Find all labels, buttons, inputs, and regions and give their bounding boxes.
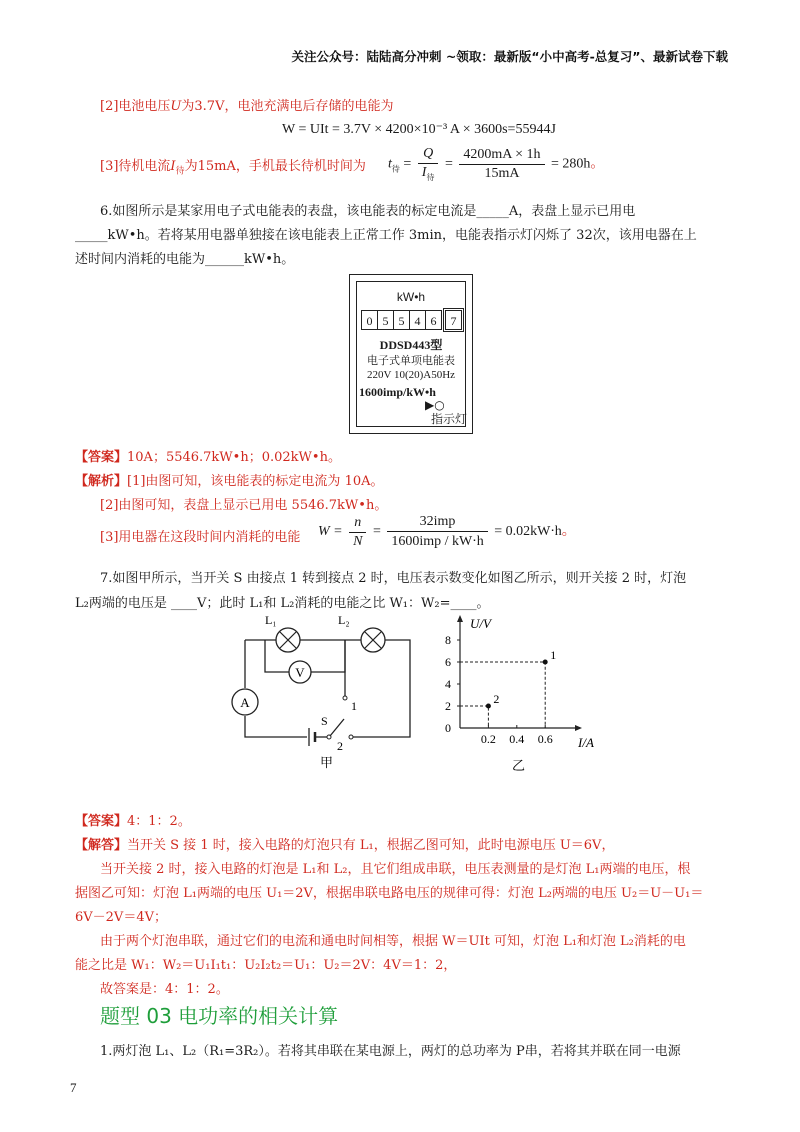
section-title: 题型 03 电功率的相关计算 bbox=[100, 1004, 339, 1028]
y-tick-label: 6 bbox=[445, 655, 451, 669]
data-point-2 bbox=[486, 704, 491, 709]
point-label-1: 1 bbox=[550, 648, 557, 662]
q6-line3: 述时间内消耗的电能为______kW•h。 bbox=[75, 252, 295, 267]
prev-line2-text: [2]电池电压 bbox=[100, 99, 171, 114]
q6-answer bbox=[75, 446, 341, 465]
meter-digit: 5 bbox=[393, 310, 410, 330]
q1-line1: 1.两灯泡 L₁、L₂（R₁=3R₂）。若将其串联在某电源上，两灯的总功率为 P串，若将其并联在同一电源 bbox=[100, 1044, 681, 1059]
meter-digit: 6 bbox=[425, 310, 442, 330]
circuit-left-wire-bottom bbox=[245, 716, 307, 737]
formula-energy: W = UIt = 3.7V × 4200×10⁻³ A × 3600s=55944J bbox=[282, 122, 556, 137]
a3-result: = 0.02kW⋅h bbox=[494, 524, 562, 540]
a3-num2: 32imp bbox=[387, 514, 487, 532]
prev-line2-var: U bbox=[170, 99, 182, 114]
data-point-1 bbox=[543, 660, 548, 665]
fraction-imp bbox=[387, 514, 487, 550]
circuit-right-wire bbox=[335, 640, 410, 737]
prev-line3-var: I bbox=[170, 159, 176, 174]
label-contact-2: 2 bbox=[337, 739, 343, 753]
q6-analysis2: [2]由图可知，表盘上显示已用电 5546.7kW•h。 bbox=[100, 498, 388, 513]
a3-num1: n bbox=[349, 515, 366, 533]
formula-meter-energy: W = $\frac{n}{N}$ = $\frac{\text{32imp}}{\text{1600imp / kW⋅h}}$ = 0.02kW⋅h。 bbox=[318, 514, 576, 549]
energy-meter-figure bbox=[349, 274, 473, 434]
prev-line2 bbox=[100, 95, 393, 114]
ammeter-label: A bbox=[240, 695, 250, 710]
q6-answer-text: 10A；5546.7kW•h；0.02kW•h。 bbox=[127, 450, 341, 465]
meter-digit: 0 bbox=[361, 310, 378, 330]
f3-lhs: t bbox=[388, 156, 392, 172]
frac-num-value: 4200mA × 1h bbox=[459, 147, 544, 165]
prev-line3 bbox=[100, 155, 366, 177]
q7-solution5: 由于两个灯泡串联，通过它们的电流和通电时间相等，根据 W＝UIt 可知，灯泡 L₁和灯泡 L₂消耗的电 bbox=[100, 934, 686, 949]
y-tick-label: 2 bbox=[445, 699, 451, 713]
f3-end: 。 bbox=[590, 156, 605, 172]
ui-graph bbox=[430, 610, 610, 775]
figure-caption-jia: 甲 bbox=[320, 755, 334, 770]
figure-caption-yi: 乙 bbox=[512, 758, 526, 773]
meter-digit: 4 bbox=[409, 310, 426, 330]
f3-lhs-sub: 待 bbox=[391, 164, 400, 174]
x-axis-label: I/A bbox=[578, 735, 594, 750]
label-contact-1: 1 bbox=[351, 699, 357, 713]
prev-line2-rest: 为3.7V，电池充满电后存储的电能为 bbox=[181, 99, 394, 114]
q7-answer bbox=[75, 810, 191, 829]
point-guide-2 bbox=[460, 706, 488, 728]
q7-solution4: 6V－2V＝4V； bbox=[75, 910, 167, 925]
formula-standby-time: $t_待$ = $\frac{Q}{I_待}$ = $\frac{4200mA \times 1h}{15mA}$ = 280h。 bbox=[388, 146, 605, 182]
a3-lhs: W = bbox=[318, 524, 343, 540]
y-tick-label: 4 bbox=[445, 677, 451, 691]
a3-end: 。 bbox=[561, 524, 576, 540]
switch-contact-1 bbox=[343, 696, 347, 700]
switch-contact-2 bbox=[349, 735, 353, 739]
y-tick-label: 8 bbox=[445, 633, 451, 647]
label-l2: L₂ bbox=[338, 613, 350, 627]
q7-solution1-text: 当开关 S 接 1 时，接入电路的灯泡只有 L₁，根据乙图可知，此时电源电压 U＝6V， bbox=[127, 838, 615, 853]
fraction-n-over-n bbox=[349, 515, 366, 550]
point-guide-1 bbox=[460, 662, 545, 728]
point-label-2: 2 bbox=[493, 692, 500, 706]
y-tick-label: 0 bbox=[445, 721, 451, 735]
frac-num-q: Q bbox=[418, 146, 439, 164]
meter-inner-frame bbox=[356, 281, 466, 427]
meter-digit: 5 bbox=[377, 310, 394, 330]
q7-solution6: 能之比是 W₁：W₂＝U₁I₁t₁：U₂I₂t₂＝U₁：U₂＝2V：4V＝1：2， bbox=[75, 958, 457, 973]
meter-model: DDSD443型 bbox=[379, 338, 443, 352]
x-axis-arrow-icon bbox=[575, 725, 582, 731]
prev-line3-sub: 待 bbox=[175, 166, 185, 177]
voltmeter-wire-right bbox=[310, 640, 345, 672]
q7-solution7: 故答案是：4：1：2。 bbox=[100, 982, 229, 997]
page-header: 关注公众号：陆陆高分冲刺 ~领取：最新版“小中高考-总复习”、最新试卷下载 bbox=[291, 49, 728, 64]
a3-den2: 1600imp / kW⋅h bbox=[391, 534, 484, 549]
q6-analysis1-text: [1]由图可知，该电能表的标定电流为 10A。 bbox=[127, 474, 384, 489]
frac-den-i bbox=[418, 164, 439, 183]
page-number: 7 bbox=[70, 1080, 77, 1095]
meter-name: 电子式单项电能表 bbox=[367, 354, 455, 367]
meter-rating: 220V 10(20)A50Hz bbox=[366, 369, 456, 381]
q6-answer-label: 【答案】 bbox=[75, 450, 128, 465]
fraction-values bbox=[459, 147, 544, 182]
q7-solution1 bbox=[75, 834, 614, 853]
q6-analysis-label: 【解析】 bbox=[75, 474, 128, 489]
frac-den-i-var: I bbox=[421, 165, 427, 180]
prev-line3-rest: 为15mA，手机最长待机时间为 bbox=[184, 159, 366, 174]
q6-line2: _____kW•h。若将某用电器单独接在该电能表上正常工作 3min，电能表指示灯闪烁了 32次，该用电器在上 bbox=[75, 228, 697, 243]
q7-solution3: 据图乙可知：灯泡 L₁两端的电压 U₁＝2V，根据串联电路电压的规律可得：灯泡 L₂两端的电压 U₂＝U－U₁＝ bbox=[75, 886, 704, 901]
y-axis-label: U/V bbox=[470, 616, 491, 631]
meter-unit: kW•h bbox=[396, 290, 426, 304]
label-l1: L₁ bbox=[265, 613, 277, 627]
prev-line3-text: [3]待机电流 bbox=[100, 159, 171, 174]
q7-solution2: 当开关接 2 时，接入电路的灯泡是 L₁和 L₂，且它们组成串联，电压表测量的是灯泡 L₁两端的电压，根 bbox=[100, 862, 691, 877]
voltmeter-label: V bbox=[295, 665, 305, 680]
indicator-light-icon: ▶○ bbox=[425, 398, 445, 412]
meter-digit-decimal: 7 bbox=[445, 310, 462, 330]
f3-result: = 280h bbox=[551, 156, 591, 172]
a3-den1: N bbox=[353, 533, 363, 549]
circuit-diagram bbox=[225, 610, 425, 770]
switch-blade bbox=[330, 719, 344, 736]
q7-line2: L₂两端的电压是 ____V；此时 L₁和 L₂消耗的电能之比 W₁：W₂=____。 bbox=[75, 596, 490, 611]
q6-line1: 6.如图所示是某家用电子式电能表的表盘，该电能表的标定电流是_____A，表盘上显示已用电 bbox=[100, 204, 636, 219]
meter-digits bbox=[361, 310, 461, 330]
q7-line1: 7.如图甲所示，当开关 S 由接点 1 转到接点 2 时，电压表示数变化如图乙所示，则开关接 2 时，灯泡 bbox=[100, 571, 687, 586]
label-switch: S bbox=[321, 714, 328, 728]
q7-answer-label: 【答案】 bbox=[75, 814, 128, 829]
frac-den-i-sub: 待 bbox=[426, 172, 435, 182]
fraction-q-over-i bbox=[418, 146, 439, 183]
meter-imp: 1600imp/kW•h bbox=[359, 385, 436, 399]
q7-answer-text: 4：1：2。 bbox=[127, 814, 191, 829]
x-tick-label: 0.4 bbox=[509, 732, 525, 746]
y-axis-arrow-icon bbox=[457, 615, 463, 622]
x-tick-label: 0.6 bbox=[537, 732, 553, 746]
q6-analysis3: [3]用电器在这段时间内消耗的电能 bbox=[100, 530, 301, 545]
q6-analysis1 bbox=[75, 470, 384, 489]
x-tick-label: 0.2 bbox=[480, 732, 496, 746]
frac-den-value: 15mA bbox=[484, 165, 520, 181]
meter-indicator-label: 指示灯 bbox=[431, 412, 468, 426]
q7-solution-label: 【解答】 bbox=[75, 838, 128, 853]
